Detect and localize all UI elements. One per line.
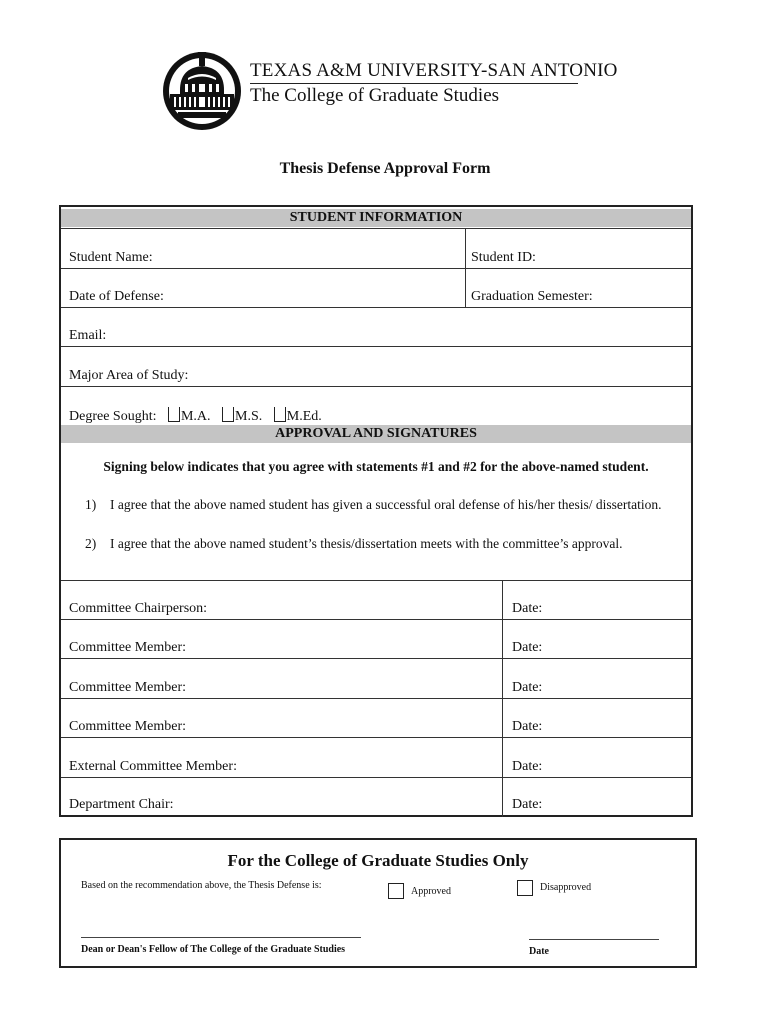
degree-ma-checkbox[interactable]: [168, 407, 180, 422]
degree-ms-label: M.S.: [235, 409, 263, 424]
office-use-title: For the College of Graduate Studies Only: [227, 851, 529, 870]
statement-number: 2): [85, 536, 97, 551]
divider: [61, 737, 691, 738]
statement-text: I agree that the above named student’s thesis/dissertation meets with the committee’s approval.: [110, 536, 623, 551]
divider: [61, 228, 691, 229]
recommendation-text: Based on the recommendation above, the Thesis Defense is:: [81, 880, 322, 891]
divider: [61, 619, 691, 620]
approved-label: Approved: [411, 886, 451, 897]
disapproved-label: Disapproved: [540, 882, 592, 893]
divider: [465, 228, 466, 307]
degree-ms-checkbox[interactable]: [222, 407, 234, 422]
degree-med-label: M.Ed.: [286, 409, 322, 424]
degree-ma-label: M.A.: [180, 409, 211, 424]
student-id-field[interactable]: Student ID:: [471, 250, 536, 265]
statement-number: 1): [85, 497, 97, 512]
dean-signature-line[interactable]: [81, 937, 361, 938]
committee-member-3-date-field[interactable]: Date:: [512, 719, 543, 734]
disapproved-checkbox[interactable]: [517, 880, 533, 896]
divider: [61, 346, 691, 347]
department-chair-date-field[interactable]: Date:: [512, 797, 543, 812]
committee-member-3-signature-field[interactable]: Committee Member:: [69, 719, 187, 734]
chairperson-signature-field[interactable]: Committee Chairperson:: [69, 601, 208, 616]
date-of-defense-field[interactable]: Date of Defense:: [69, 289, 164, 304]
student-info-heading: STUDENT INFORMATION: [61, 209, 691, 227]
graduate-studies-office-box: [59, 838, 697, 968]
approval-heading: APPROVAL AND SIGNATURES: [61, 425, 691, 443]
divider: [61, 268, 691, 269]
divider: [61, 386, 691, 387]
chairperson-date-field[interactable]: Date:: [512, 601, 543, 616]
external-member-date-field[interactable]: Date:: [512, 759, 543, 774]
approval-form-table: [59, 205, 693, 817]
dean-caption: Dean or Dean's Fellow of The College of the Graduate Studies: [81, 944, 346, 955]
header-divider: [250, 83, 578, 84]
divider: [61, 658, 691, 659]
statement-1: [85, 495, 675, 515]
date-caption: Date: [529, 946, 549, 957]
divider: [61, 777, 691, 778]
university-name: TEXAS A&M UNIVERSITY-SAN ANTONIO: [250, 60, 618, 81]
degree-med-checkbox[interactable]: [274, 407, 286, 422]
signing-intro: Signing below indicates that you agree with statements #1 and #2 for the above-named student.: [103, 459, 649, 474]
college-name: The College of Graduate Studies: [250, 85, 500, 106]
statement-text: I agree that the above named student has given a successful oral defense of his/her thesis/ dissertation.: [110, 497, 662, 512]
dean-date-line[interactable]: [529, 939, 659, 940]
department-chair-signature-field[interactable]: Department Chair:: [69, 797, 174, 812]
committee-member-1-signature-field[interactable]: Committee Member:: [69, 640, 187, 655]
student-name-field[interactable]: Student Name:: [69, 250, 153, 265]
graduation-semester-field[interactable]: Graduation Semester:: [471, 289, 593, 304]
committee-member-2-signature-field[interactable]: Committee Member:: [69, 680, 187, 695]
divider: [61, 580, 691, 581]
external-member-signature-field[interactable]: External Committee Member:: [69, 759, 237, 774]
degree-sought-label: Degree Sought:: [69, 409, 157, 424]
divider: [61, 698, 691, 699]
committee-member-2-date-field[interactable]: Date:: [512, 680, 543, 695]
statement-2: [85, 534, 675, 554]
approved-checkbox[interactable]: [388, 883, 404, 899]
university-seal-logo: [162, 50, 242, 132]
major-field[interactable]: Major Area of Study:: [69, 368, 189, 383]
committee-member-1-date-field[interactable]: Date:: [512, 640, 543, 655]
degree-sought-row: [69, 407, 322, 425]
email-field[interactable]: Email:: [69, 328, 107, 343]
divider: [61, 307, 691, 308]
form-title: Thesis Defense Approval Form: [279, 160, 491, 177]
